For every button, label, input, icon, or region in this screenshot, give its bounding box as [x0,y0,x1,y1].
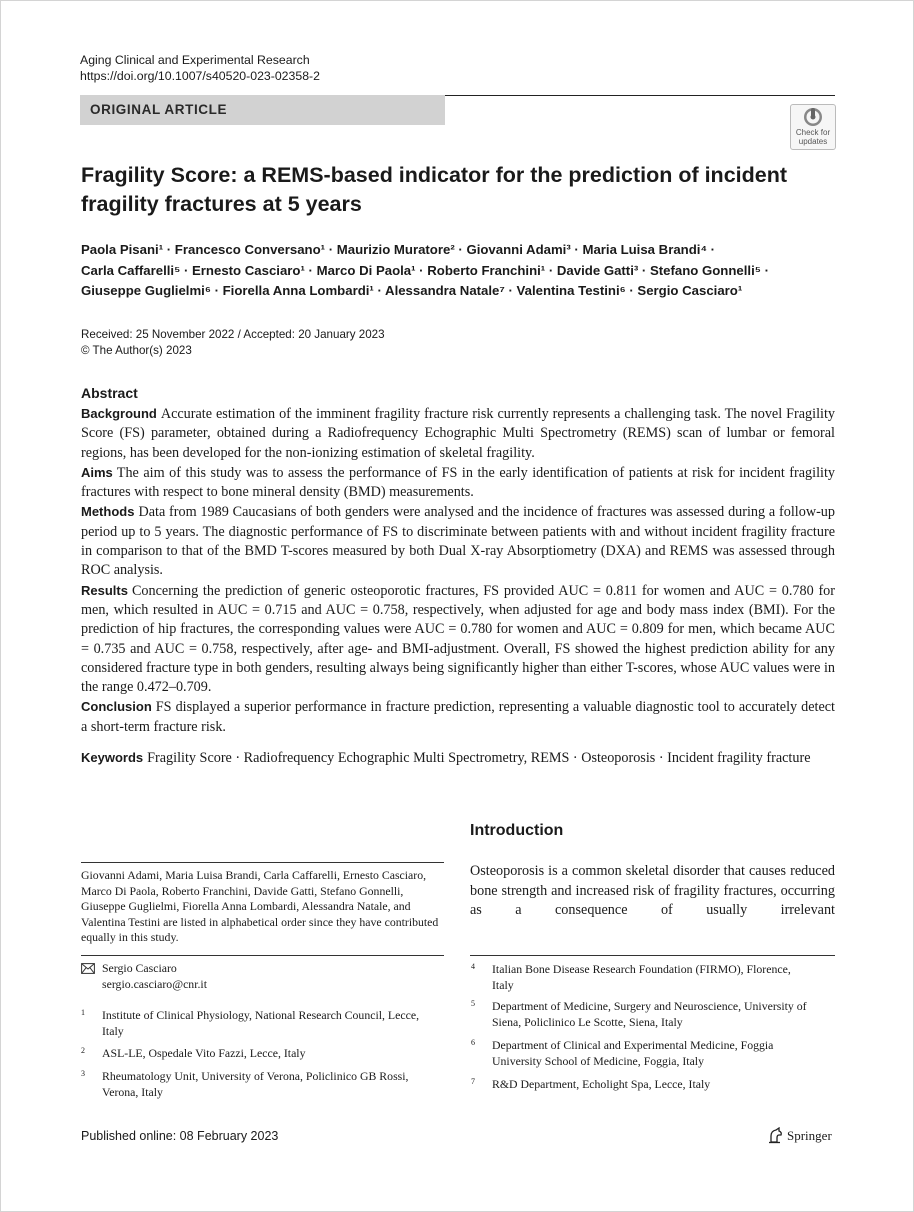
keywords-text: Fragility Score · Radiofrequency Echographic Multi Spectrometry, REMS · Osteoporosis · Incident fragility fracture [147,750,811,766]
abstract-heading: Abstract [81,385,138,401]
author-line-3[interactable]: Giuseppe Guglielmi⁶ · Fiorella Anna Lombardi¹ · Alessandra Natale⁷ · Valentina Testini⁶ · Sergio Casciaro¹ [81,283,743,298]
check-updates-text: Check for updates [795,128,831,146]
check-for-updates-badge[interactable] [790,104,836,150]
footnote-rule [81,862,444,863]
abstract-results: Results Concerning the prediction of generic osteoporotic fractures, FS provided AUC = 0.811 for women and AUC = 0.780 for men, which resulted in AUC = 0.715 and AUC = 0.758, respectively, when adjusted for age and body mass index (BMI). For the prediction of hip fractures, the corresponding values were AUC = 0.780 for women and AUC = 0.809 for men, which became AUC = 0.735 and AUC = 0.758, respectively, after age- and BMI-adjustment. Overall, FS showed the highest prediction ability for any considered fracture type in both genders, resulting always being significantly higher than either T-scores, whose AUC values were in the range 0.472–0.709. [81,582,835,696]
keywords: Keywords Fragility Score · Radiofrequency Echographic Multi Spectrometry, REMS · Osteoporosis · Incident fragility fracture [81,750,811,766]
header-rule [444,95,835,96]
springer-horse-icon [768,1127,784,1144]
author-line-1[interactable]: Paola Pisani¹ · Francesco Conversano¹ · Maurizio Muratore² · Giovanni Adami³ · Maria Luisa Brandi⁴ · [81,242,716,257]
corresponding-email[interactable]: sergio.casciaro@cnr.it [102,976,207,991]
author-list [81,240,841,302]
abstract-conclusion: Conclusion FS displayed a superior performance in fracture prediction, representing a valuable diagnostic tool to accurately detect a short-term fracture risk. [81,699,835,735]
affiliation-rule-left [81,955,444,956]
introduction-text: Osteoporosis is a common skeletal disorder that causes reduced bone strength and increased risk of fragility fractures, occurring as a consequence of usually irrelevant [470,863,835,918]
author-line-2[interactable]: Carla Caffarelli⁵ · Ernesto Casciaro¹ · Marco Di Paola¹ · Roberto Franchini¹ · Davide Gatti³ · Stefano Gonnelli⁵ · [81,262,769,278]
introduction-heading: Introduction [470,822,564,839]
doi-link[interactable]: https://doi.org/10.1007/s40520-023-02358-2 [80,69,320,83]
abstract-body [81,404,835,737]
abstract-aims: Aims The aim of this study was to assess the performance of FS in the early identification of patients at risk for incident fragility fractures with respect to bone mineral density (BMD) measurements. [81,464,835,501]
article-type-label: ORIGINAL ARTICLE [90,102,228,117]
article-page: Aging Clinical and Experimental Research https://doi.org/10.1007/s40520-023-02358-2 ORIGINAL ARTICLE Check for updates Fragility Score: a REMS-based indicator for the prediction of incident fragility fractures at 5 years Paola Pisani¹ · Francesco Conversano¹ · Maurizio Muratore² · Giovanni Adami³ · Maria Luisa Brandi⁴ · Carla Caffarelli⁵ · Ernesto Casciaro¹ · Marco Di Paola¹ · Roberto Franchini¹ · Davide Gatti³ · Stefano Gonnelli⁵ · Giuseppe Guglielmi⁶ · Fiorella Anna Lombardi¹ · Alessandra Natale⁷ · Valentina Testini⁶ · Sergio Casciaro¹ Received: 25 November 2022 / Accepted: 20 January 2023 © The Author(s) 2023 Abstract Background Accurate estimation of the imminent fragility fracture risk currently represents a challenging task. The novel Fragility Score (FS) parameter, obtained during a Radiofrequency Echographic Multi Spectrometry (REMS) scan of lumbar or femoral regions, has been developed for the non-ionizing estimation of skeletal fragility. Aims The aim of this study was to assess the performance of FS in the early identification of patients at risk for incident fragility fractures with respect to bone mineral density (BMD) measurements. Methods Data from 1989 Caucasians of both genders were analysed and the incidence of fractures was assessed during a follow-up period up to 5 years. The diagnostic performance of FS to discriminate between patients with and without incident fragility fracture in comparison to that of the BMD T-scores measured by both Dual X-ray Absorptiometry (DXA) and REMS was assessed through ROC analysis. Results Concerning the prediction of generic osteoporotic fractures, FS provided AUC = 0.811 for women and AUC = 0.780 for men, which resulted in AUC = 0.715 and AUC = 0.758, respectively, when adjusted for age and body mass index (BMI). For the prediction of hip fractures, the corresponding values were AUC = 0.780 for women and AUC = 0.809 for men, which became AUC = 0.735 and AUC = 0.758, respectively, after age- and BMI-adjustment. Overall, FS showed the highest prediction ability for any considered fracture type in both genders, resulting always being significantly higher than either T-scores, whose AUC values were in the range 0.472–0.709. Conclusion FS displayed a superior performance in fracture prediction, representing a valuable diagnostic tool to accurately detect a short-term fracture risk. Keywords Fragility Score · Radiofrequency Echographic Multi Spectrometry, REMS · Osteoporosis · Incident fragility fracture Introduction Osteoporosis is a common skeletal disorder that causes reduced bone strength and increased risk of fragility fractures, occurring as a consequence of usually irrelevant Giovanni Adami, Maria Luisa Brandi, Carla Caffarelli, Ernesto Casciaro, Marco Di Paola, Roberto Franchini, Davide Gatti, Stefano Gonnelli, Giuseppe Guglielmi, Fiorella Anna Lombardi, Alessandra Natale, and Valentina Testini are listed in alphabetical order since they have contributed equally in this study. Sergio Casciaro sergio.casciaro@cnr.it 1 Institute of Clinical Physiology, National Research Council, Lecce, Italy 2 ASL-LE, Ospedale Vito Fazzi, Lecce, Italy 3 Rheumatology Unit, University of Verona, Policlinico GB Rossi, Verona, Italy 4 Italian Bone Disease Research Foundation (FIRMO), Florence, Italy 5 Department of Medicine, Surgery and Neuroscience, University of Siena, Policlinico Le Scotte, Siena, Italy 6 Department of Clinical and Experimental Medicine, Foggia University School of Medicine, Foggia, Italy 7 R&D Department, Echolight Spa, Lecce, Italy Published online: 08 February 2023 Springer [0,0,914,1212]
journal-name: Aging Clinical and Experimental Research [80,53,310,67]
journal-header [80,52,320,84]
article-title: Fragility Score: a REMS-based indicator for the prediction of incident fragility fractures at 5 years [81,163,788,216]
author-contribution-note: Giovanni Adami, Maria Luisa Brandi, Carla Caffarelli, Ernesto Casciaro, Marco Di Paola, Roberto Franchini, Davide Gatti, Stefano Gonnelli, Giuseppe Guglielmi, Fiorella Anna Lombardi, Alessandra Natale, and Valentina Testini are listed in alphabetical order since they have contributed equally in this study. [81,868,439,944]
envelope-icon [81,963,95,974]
article-type-banner [80,95,445,125]
received-accepted: Received: 25 November 2022 / Accepted: 20 January 2023 [81,328,385,341]
copyright: © The Author(s) 2023 [81,343,192,357]
abstract-background: Background Accurate estimation of the imminent fragility fracture risk currently represents a challenging task. The novel Fragility Score (FS) parameter, obtained during a Radiofrequency Echographic Multi Spectrometry (REMS) scan of lumbar or femoral regions, has been developed for the non-ionizing estimation of skeletal fragility. [81,406,835,461]
check-updates-icon [803,107,823,127]
affiliation-rule-right [470,955,835,956]
corresponding-author: Sergio Casciaro [102,961,177,975]
correspondence [102,961,207,992]
article-dates [81,327,385,358]
springer-wordmark: Springer [787,1128,832,1143]
published-online: Published online: 08 February 2023 [81,1129,279,1143]
abstract-methods: Methods Data from 1989 Caucasians of both genders were analysed and the incidence of fractures was assessed during a follow-up period up to 5 years. The diagnostic performance of FS to discriminate between patients with and without incident fragility fracture in comparison to that of the BMD T-scores measured by both Dual X-ray Absorptiometry (DXA) and REMS was assessed through ROC analysis. [81,504,835,579]
